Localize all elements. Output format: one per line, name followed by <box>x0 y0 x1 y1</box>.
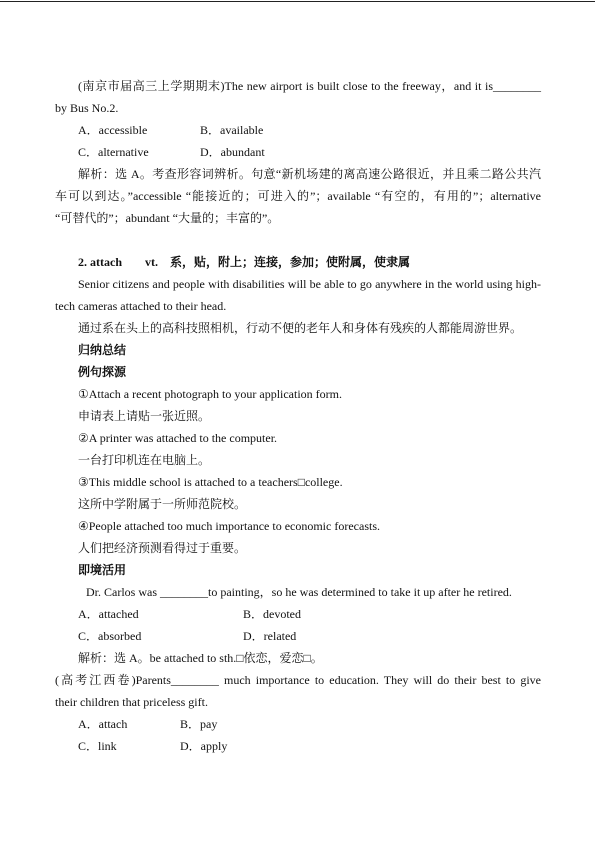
question-1-option-b: B．available <box>200 123 264 137</box>
question-1-analysis-line-1: 解析：选 A。考查形容词辨析。句意“新机场建的离高速公路很近，并且乘二路公共汽 <box>78 167 541 181</box>
question-3-option-b: B．pay <box>180 717 218 731</box>
question-3-option-c: C．link <box>78 739 117 753</box>
example-2-english: ②A printer was attached to the computer. <box>78 431 278 445</box>
question-2-options-row-2 <box>0 625 541 647</box>
spacer <box>0 229 595 251</box>
question-1-analysis-line-3: “可替代的”；abundant “大量的；丰富的”。 <box>55 211 280 225</box>
question-3-options-row-2 <box>0 735 541 757</box>
question-1-option-a: A．accessible <box>78 123 148 137</box>
summary-subheading: 例句探源 <box>78 365 127 379</box>
question-3-option-a: A．attach <box>78 717 128 731</box>
example-2-chinese: 一台打印机连在电脑上。 <box>78 453 211 467</box>
question-2-option-c: C．absorbed <box>78 629 142 643</box>
question-2-option-b: B．devoted <box>243 607 301 621</box>
entry-example-english-line-2: tech cameras attached to their head. <box>55 299 227 313</box>
question-3-options-row-1 <box>0 713 541 735</box>
question-2-analysis: 解析：选 A。be attached to sth.□依恋，爱恋□。 <box>78 651 323 665</box>
entry-part-of-speech: vt. <box>145 255 158 269</box>
page-content <box>0 75 595 757</box>
question-1-analysis-line-2: 车可以到达。”accessible “能接近的；可进入的”；available “有空的，有用的”；alternative <box>55 189 541 203</box>
example-1-chinese: 申请表上请贴一张近照。 <box>78 409 211 423</box>
example-4-chinese: 人们把经济预测看得过于重要。 <box>78 541 247 555</box>
entry-heading <box>0 251 541 273</box>
question-3-option-d: D．apply <box>180 739 228 753</box>
entry-headword: 2. attach <box>78 255 122 269</box>
question-2-options-row-1 <box>0 603 541 625</box>
question-3-stem: (高考江西卷)Parents________ much importance to education. They will do their best to give <box>55 673 541 687</box>
word-entry-attach <box>0 251 595 339</box>
question-1-options-row-1 <box>0 119 541 141</box>
question-3-stem-continued: their children that priceless gift. <box>55 695 208 709</box>
example-4-english: ④People attached too much importance to economic forecasts. <box>78 519 380 533</box>
page-top-rule <box>0 1 595 2</box>
question-1-option-c: C．alternative <box>78 145 149 159</box>
example-3-chinese: 这所中学附属于一所师范院校。 <box>78 497 247 511</box>
question-1 <box>0 75 595 229</box>
entry-example-chinese: 通过系在头上的高科技照相机，行动不便的老年人和身体有残疾的人都能周游世界。 <box>78 321 523 335</box>
practice-section <box>0 559 595 757</box>
entry-meanings: 系，贴，附上；连接，参加；使附属，使隶属 <box>170 255 411 269</box>
practice-heading: 即境活用 <box>78 563 127 577</box>
question-2-option-a: A．attached <box>78 607 139 621</box>
question-1-stem: (南京市届高三上学期期末)The new airport is built close to the freeway，and it is________ <box>78 79 541 93</box>
example-1-english: ①Attach a recent photograph to your application form. <box>78 387 343 401</box>
question-2-option-d: D．related <box>243 629 297 643</box>
summary-section <box>0 339 595 559</box>
question-1-option-d: D．abundant <box>200 145 265 159</box>
example-3-english: ③This middle school is attached to a teachers□college. <box>78 475 343 489</box>
question-1-options-row-2 <box>0 141 541 163</box>
question-2-stem: Dr. Carlos was ________to painting，so he was determined to take it up after he retired. <box>86 585 512 599</box>
summary-heading: 归纳总结 <box>78 343 127 357</box>
entry-example-english-line-1: Senior citizens and people with disabilities will be able to go anywhere in the world using high- <box>78 277 541 291</box>
question-1-stem-continued: by Bus No.2. <box>55 101 119 115</box>
